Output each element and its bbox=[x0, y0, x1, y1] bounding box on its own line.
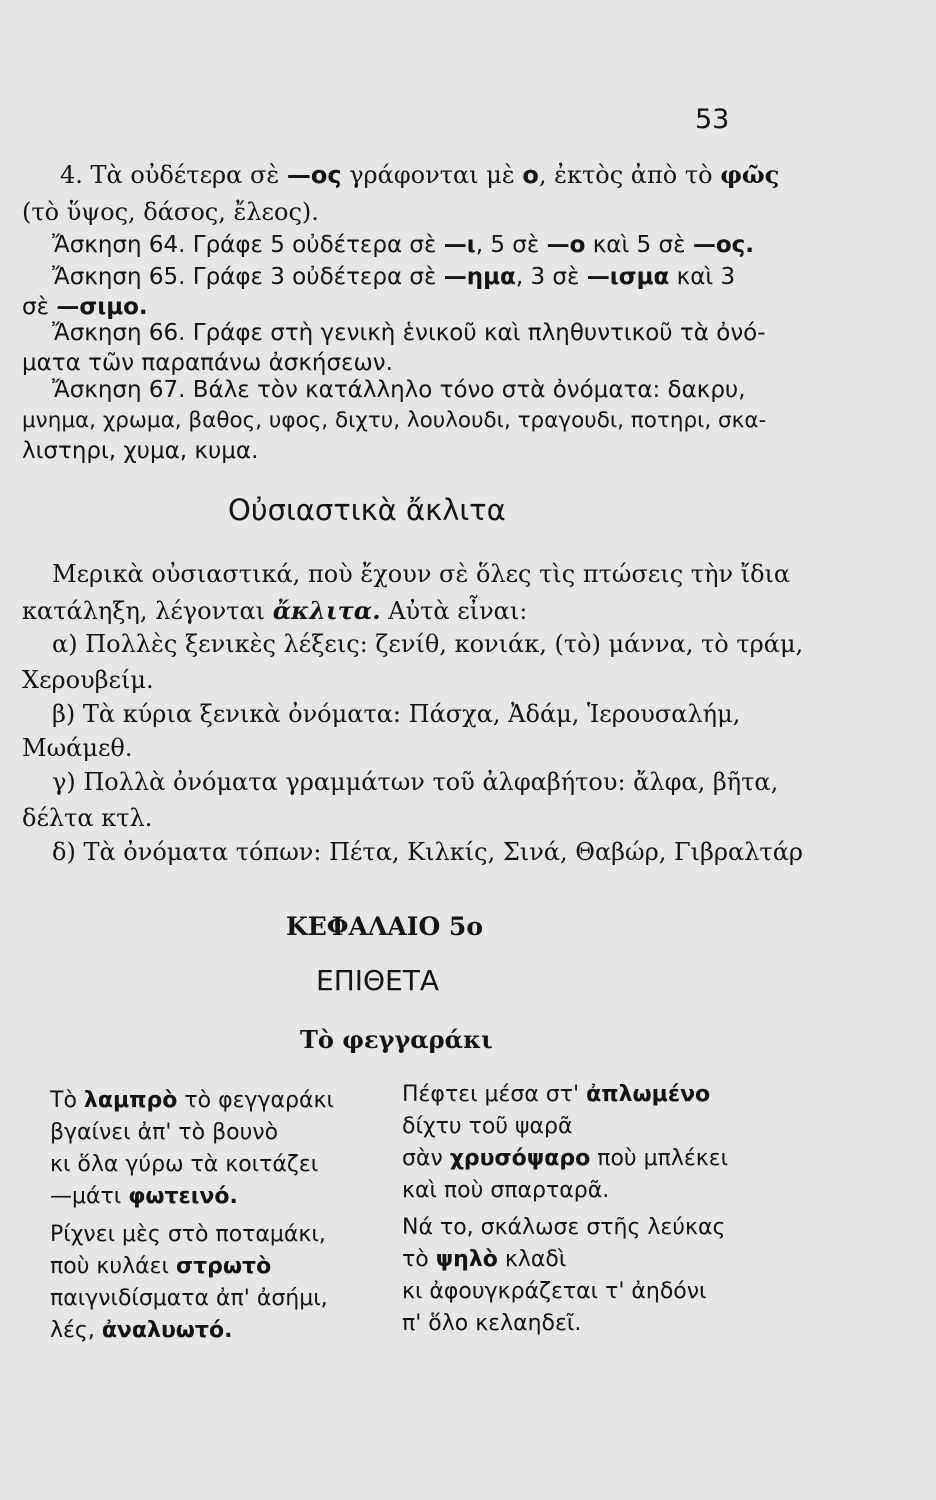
rule-text-b: γράφονται μὲ bbox=[341, 161, 523, 189]
ex64-text-c: καὶ 5 σὲ bbox=[585, 232, 693, 258]
poem-line bbox=[402, 1146, 728, 1171]
poem-emphasis: λαμπρὸ bbox=[83, 1088, 178, 1113]
poem-line bbox=[50, 1088, 334, 1113]
ex65-text-b: , 3 σὲ bbox=[515, 264, 587, 290]
ex64-suffix-os: —ος. bbox=[692, 232, 754, 258]
poem-text: λές, bbox=[50, 1318, 102, 1343]
poem-line bbox=[402, 1215, 725, 1240]
rule-text-c: , ἐκτὸς ἀπὸ τὸ bbox=[538, 161, 721, 189]
poem-text: Νά το, σκάλωσε στῆς λεύκας bbox=[402, 1215, 726, 1240]
poem-line bbox=[402, 1247, 566, 1272]
page-number: 53 bbox=[695, 104, 730, 135]
poem-text: βγαίνει ἀπ' τὸ βουνὸ bbox=[50, 1120, 279, 1145]
poem-text: π' ὅλο κελαηδεῖ. bbox=[402, 1311, 582, 1336]
poem-emphasis: χρυσόψαρο bbox=[449, 1146, 591, 1171]
exercise-65 bbox=[52, 264, 735, 290]
poem-text: Ρίχνει μὲς στὸ ποταμάκι, bbox=[50, 1222, 326, 1247]
poem-emphasis: ψηλὸ bbox=[435, 1247, 498, 1272]
exercise-67-line-2: μνημα, χρωμα, βαθος, υφος, διχτυ, λουλουδι, τραγουδι, ποτηρι, σκα- bbox=[22, 408, 767, 433]
item-c-line-1: γ) Πολλὰ ὀνόματα γραμμάτων τοῦ ἀλφαβήτου: ἄλφα, βῆτα, bbox=[52, 768, 779, 796]
poem-text: ποὺ μπλέκει bbox=[590, 1146, 729, 1171]
intro-text-a: κατάληξη, λέγονται bbox=[22, 597, 273, 625]
poem-text: σὰν bbox=[402, 1146, 450, 1171]
rule-line-2: (τὸ ὕψος, δάσος, ἔλεος). bbox=[22, 198, 319, 226]
ex65-suffix-ima: —ημα bbox=[443, 264, 516, 290]
poem-text: τὸ φεγγαράκι bbox=[177, 1088, 334, 1113]
item-a-line-1: α) Πολλὲς ξενικὲς λέξεις: ζενίθ, κονιάκ, (τὸ) μάννα, τὸ τράμ, bbox=[52, 630, 804, 658]
ex65-text-c: καὶ 3 bbox=[669, 264, 736, 290]
ex65-line2-text: σὲ bbox=[22, 294, 57, 320]
exercise-67-line-3: λιστηρι, χυμα, κυμα. bbox=[22, 438, 259, 464]
poem-text: Πέφτει μέσα στ' bbox=[402, 1082, 587, 1107]
suffix-os: —ος bbox=[286, 161, 342, 189]
poem-line bbox=[50, 1222, 326, 1247]
ex65-suffix-simo: —σιμο. bbox=[56, 294, 148, 320]
poem-emphasis: ἀναλυωτό. bbox=[101, 1318, 233, 1343]
item-c-line-2: δέλτα κτλ. bbox=[22, 804, 153, 832]
exercise-64 bbox=[52, 232, 754, 258]
poem-emphasis: στρωτὸ bbox=[175, 1254, 272, 1279]
word-fos: φῶς bbox=[720, 160, 780, 189]
item-d-line-1: δ) Τὰ ὀνόματα τόπων: Πέτα, Κιλκίς, Σινά, Θαβώρ, Γιβραλτάρ bbox=[52, 838, 804, 866]
exercise-66-line-1: Ἄσκηση 66. Γράφε στὴ γενικὴ ἑνικοῦ καὶ πληθυντικοῦ τὰ ὀνό- bbox=[52, 320, 766, 346]
poem-emphasis: φωτεινό. bbox=[128, 1184, 238, 1209]
aklita-intro-line-2 bbox=[22, 596, 527, 625]
chapter-title: ΕΠΙΘΕΤΑ bbox=[316, 964, 439, 997]
rule-line-1 bbox=[60, 160, 779, 189]
ex64-text-b: , 5 σὲ bbox=[475, 232, 547, 258]
poem-title: Τὸ φεγγαράκι bbox=[300, 1025, 493, 1054]
poem-line bbox=[50, 1254, 271, 1279]
poem-emphasis: ἀπλωμένο bbox=[586, 1082, 711, 1107]
rule-text-a: 4. Τὰ οὐδέτερα σὲ bbox=[60, 161, 287, 189]
poem-text: —μάτι bbox=[50, 1184, 129, 1209]
poem-text: κλαδὶ bbox=[497, 1247, 567, 1272]
intro-text-b: Αὐτὰ εἶναι: bbox=[380, 597, 528, 625]
poem-line bbox=[50, 1184, 238, 1209]
poem-line bbox=[402, 1311, 581, 1336]
intro-term-aklita: ἄκλιτα. bbox=[272, 596, 381, 625]
poem-text: ποὺ κυλάει bbox=[50, 1254, 176, 1279]
poem-text: τὸ bbox=[402, 1247, 436, 1272]
poem-text: κι ἀφουγκράζεται τ' ἀηδόνι bbox=[402, 1279, 707, 1304]
poem-line bbox=[50, 1120, 278, 1145]
poem-text: Τὸ bbox=[50, 1088, 84, 1113]
ex65-suffix-isma: —ισμα bbox=[586, 264, 670, 290]
poem-line bbox=[402, 1178, 609, 1203]
poem-text: κι ὅλα γύρω τὰ κοιτάζει bbox=[50, 1152, 319, 1177]
item-b-line-2: Μωάμεθ. bbox=[22, 734, 133, 762]
item-a-line-2: Χερουβείμ. bbox=[22, 666, 154, 694]
poem-line bbox=[50, 1286, 328, 1311]
aklita-intro-line-1: Μερικὰ οὐσιαστικά, ποὺ ἔχουν σὲ ὅλες τὶς πτώσεις τὴν ἴδια bbox=[52, 560, 791, 588]
item-b-line-1: β) Τὰ κύρια ξενικὰ ὀνόματα: Πάσχα, Ἀδάμ, Ἱερουσαλήμ, bbox=[52, 700, 741, 728]
poem-text: παιγνιδίσματα ἀπ' ἀσήμι, bbox=[50, 1286, 328, 1311]
poem-text: καὶ ποὺ σπαρταρᾶ. bbox=[402, 1178, 610, 1203]
poem-line bbox=[402, 1082, 710, 1107]
section-title-aklita: Οὐσιαστικὰ ἄκλιτα bbox=[228, 493, 506, 527]
exercise-65-line-2 bbox=[22, 294, 148, 320]
poem-line bbox=[402, 1114, 573, 1139]
poem-text: δίχτυ τοῦ ψαρᾶ bbox=[402, 1114, 573, 1139]
ex64-suffix-i: —ι bbox=[443, 232, 476, 258]
ex64-suffix-o: —ο bbox=[546, 232, 586, 258]
poem-line bbox=[50, 1152, 318, 1177]
ex65-text-a: Ἄσκηση 65. Γράφε 3 οὐδέτερα σὲ bbox=[52, 264, 444, 290]
exercise-66-line-2: ματα τῶν παραπάνω ἀσκήσεων. bbox=[22, 350, 393, 376]
exercise-67-line-1: Ἄσκηση 67. Βάλε τὸν κατάλληλο τόνο στὰ ὀνόματα: δακρυ, bbox=[52, 377, 746, 403]
chapter-label: ΚΕΦΑΛΑΙΟ 5ο bbox=[286, 912, 483, 941]
ex64-text-a: Ἄσκηση 64. Γράφε 5 οὐδέτερα σὲ bbox=[52, 232, 444, 258]
letter-o: ο bbox=[522, 161, 539, 189]
poem-line bbox=[402, 1279, 707, 1304]
poem-line bbox=[50, 1318, 232, 1343]
